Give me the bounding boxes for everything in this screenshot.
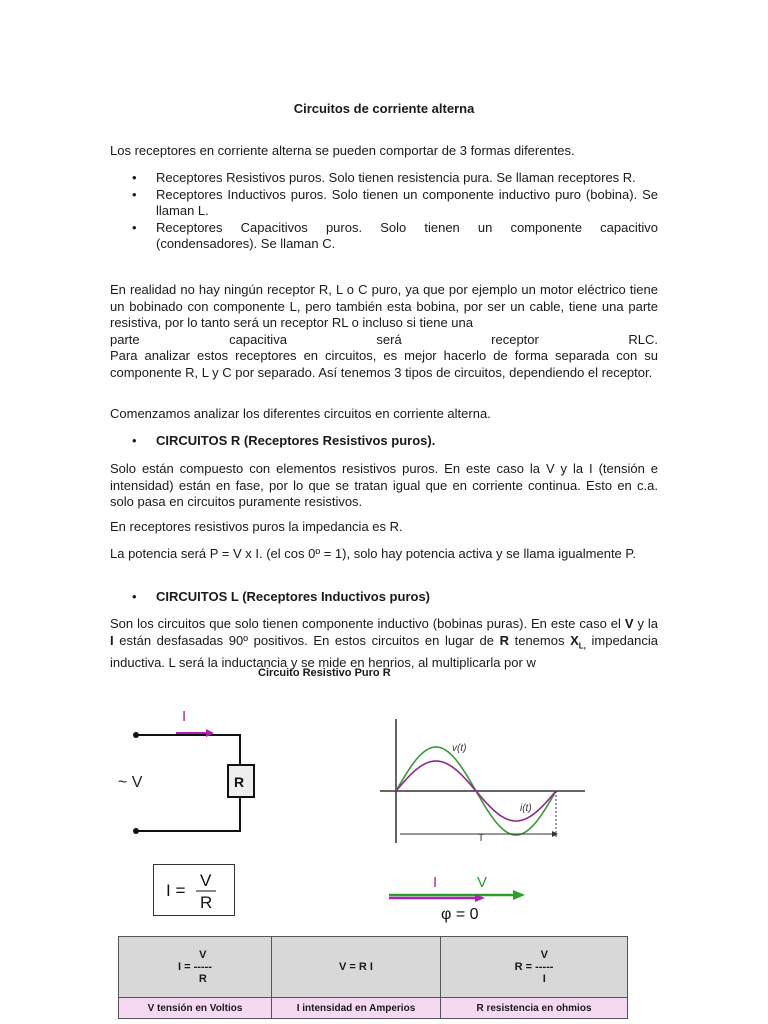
bullet-icon: •	[132, 433, 137, 448]
paragraph-reality: En realidad no hay ningún receptor R, L o C puro, ya que por ejemplo un motor eléctrico tiene un bobinado con componente L, pero también esta bobina, por ser un cable, tiene una parte resistiva, por lo tanto será un receptor RL o incluso si tiene una	[110, 282, 658, 331]
list-item: • Receptores Capacitivos puros. Solo tienen un componente capacitivo (condensadores). Se llaman C.	[132, 219, 658, 252]
ohm-formula	[154, 865, 234, 915]
paragraph-resistive: Solo están compuesto con elementos resistivos puros. En este caso la V y la I (tensión e intensidad) están en fase, por lo que se tratan igual que en corriente continua. Esto en c.a. solo pasa en circuitos puramente resistivos.	[110, 461, 658, 510]
formula-num: V	[200, 871, 212, 890]
bullet-icon: •	[132, 589, 137, 604]
phasor-v-label: V	[477, 874, 488, 891]
period-arrow	[552, 831, 558, 837]
legend-voltage: V tensión en Voltios	[119, 998, 272, 1019]
phase-angle-label: φ = 0	[441, 906, 479, 923]
receptor-types-list	[110, 170, 658, 253]
bullet-icon: •	[132, 186, 137, 202]
paragraph-power: La potencia será P = V x I. (el cos 0º = 1), solo hay potencia activa y se llama igualmente P.	[110, 546, 637, 561]
formula-cell-resistance: R = V ----- I	[441, 937, 628, 998]
formula-cell-current: I = V ----- R	[119, 937, 272, 998]
period-label: T	[478, 833, 485, 844]
page-title: Circuitos de corriente alterna	[293, 101, 475, 116]
paragraph-reality-last-line: parte capacitiva será receptor RLC.	[110, 332, 658, 347]
legend-current: I intensidad en Amperios	[272, 998, 441, 1019]
bullet-icon: •	[132, 170, 137, 185]
ohm-formula-box	[153, 864, 235, 916]
paragraph-start: Comenzamos analizar los diferentes circuitos en corriente alterna.	[110, 406, 491, 421]
paragraph-inductive: Son los circuitos que solo tienen componente inductivo (bobinas puras). En este caso el V y la I están desfasadas 90º positivos. En estos circuitos en lugar de R tenemos $X_{L,}$ impedancia inductiva. L será la inductancia y se mide en henrios, al multiplicarla por w	[110, 616, 659, 670]
figure-caption: Circuito Resistivo Puro R	[258, 667, 391, 679]
paragraph-impedance: En receptores resistivos puros la impedancia es R.	[110, 519, 403, 534]
i-wave-label: i(t)	[520, 803, 532, 814]
circuit-diagram	[110, 700, 270, 840]
list-item: • Receptores Resistivos puros. Solo tienen resistencia pura. Se llaman receptores R.	[132, 170, 636, 185]
formula-lhs: I =	[166, 881, 186, 900]
formula-cell-voltage: V = R I	[272, 937, 441, 998]
terminal-top	[133, 732, 139, 738]
phasor-i-label: I	[433, 874, 438, 891]
circuit-wire-bottom	[136, 797, 240, 831]
document-page: Circuitos de corriente alterna Los receptores en corriente alterna se pueden comportar de 3 formas diferentes. • Receptores Resistivos puros. Solo tienen resistencia pura. Se llaman receptores R. • Receptores Inductivos puros. Solo tienen un componente inductivo puro (bobina). Se llaman L. • Receptores Capacitivos puros. Solo tienen un componente capacitivo (condensadores). Se llaman C. En realidad no hay ningún receptor R, L o C puro, ya que por ejemplo un motor eléctrico tiene un bobinado con componente L, pero también esta bobina, por ser un cable, tiene una parte resistiva, por lo tanto será un receptor RL o incluso si tiene una parte capacitiva será receptor RLC. Para analizar estos receptores en circuitos, es mejor hacerlo de forma separada con su componente R, L y C por separado. Así tenemos 3 tipos de circuitos, dependiendo el receptor. Comenzamos analizar los diferentes circuitos en corriente alterna. • CIRCUITOS R (Receptores Resistivos puros). Solo están compuesto con elementos resistivos puros. En este caso la V y la I (tensión e intensidad) están en fase, por lo que se tratan igual que en corriente continua. Esto en c.a. solo pasa en circuitos puramente resistivos. En receptores resistivos puros la impedancia es R. La potencia será P = V x I. (el cos 0º = 1), solo hay potencia activa y se llama igualmente P. • CIRCUITOS L (Receptores Inductivos puros) Son los circuitos que solo tienen componente inductivo (bobinas puras). En este caso el V y la I están desfasadas 90º positivos. En estos circuitos en lugar de R tenemos $X_{L,}$ impedancia inductiva. L será la inductancia y se mide en henrios, al multiplicarla por w Circuito Resistivo Puro R I ~ V R v(t) i(t) T I = V R I V φ = 0 I = V ----- R V = R I R = V ----- I V tensión en Voltios I intensidad en Amperios R resistencia en ohmios	[0, 0, 768, 1024]
intro-paragraph: Los receptores en corriente alterna se pueden comportar de 3 formas diferentes.	[110, 143, 575, 158]
list-item: • Receptores Inductivos puros. Solo tienen un componente inductivo puro (bobina). Se llaman L.	[132, 186, 658, 219]
legend-resistance: R resistencia en ohmios	[441, 998, 628, 1019]
formula-table	[118, 936, 628, 1019]
resistor-label: R	[234, 774, 245, 790]
v-wave-label: v(t)	[452, 743, 467, 754]
current-label: I	[182, 708, 187, 725]
source-label: ~ V	[118, 774, 143, 791]
terminal-bottom	[133, 828, 139, 834]
paragraph-analysis: Para analizar estos receptores en circuitos, es mejor hacerlo de forma separada con su componente R, L y C por separado. Así tenemos 3 tipos de circuitos, dependiendo el receptor.	[110, 348, 658, 380]
circuit-wire-top	[136, 735, 240, 765]
bullet-icon: •	[132, 219, 137, 235]
voltage-phasor-head	[513, 890, 525, 900]
waveform-plot	[380, 715, 590, 845]
phasor-diagram	[385, 870, 535, 925]
formula-den: R	[200, 893, 213, 912]
